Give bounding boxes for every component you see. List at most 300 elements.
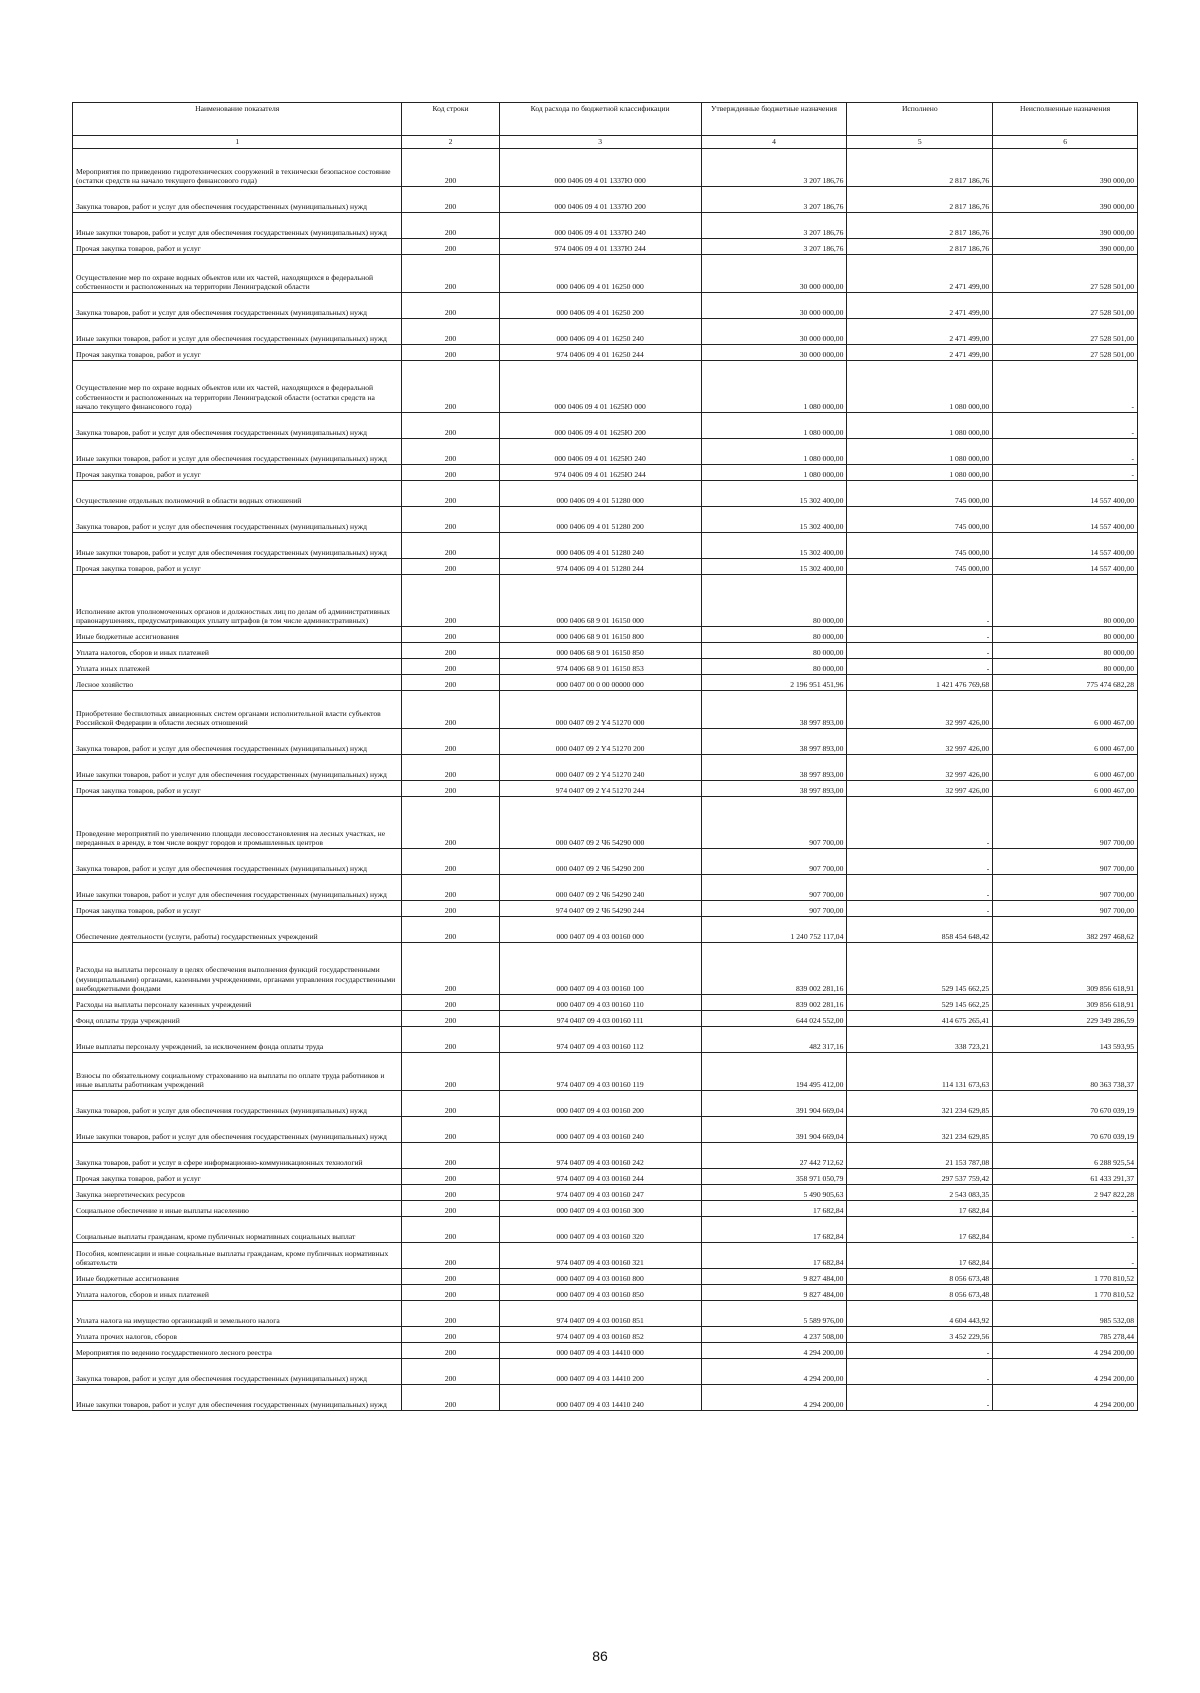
row-unexecuted: 907 700,00: [993, 875, 1138, 901]
row-approved: 15 302 400,00: [701, 507, 847, 533]
row-approved: 391 904 669,04: [701, 1091, 847, 1117]
row-unexecuted: 785 278,44: [993, 1327, 1138, 1343]
row-unexecuted: 309 856 618,91: [993, 943, 1138, 995]
row-line-code: 200: [402, 755, 499, 781]
row-approved: 1 080 000,00: [701, 413, 847, 439]
row-expense-code: 000 0407 09 4 03 00160 200: [499, 1091, 701, 1117]
table-row: [73, 1217, 1138, 1243]
row-unexecuted: 382 297 468,62: [993, 917, 1138, 943]
row-line-code: 200: [402, 149, 499, 187]
row-unexecuted: 80 000,00: [993, 659, 1138, 675]
row-executed: 2 817 186,76: [847, 239, 993, 255]
row-approved: 38 997 893,00: [701, 781, 847, 797]
row-unexecuted: 14 557 400,00: [993, 559, 1138, 575]
row-approved: 38 997 893,00: [701, 729, 847, 755]
row-expense-code: 000 0406 09 4 01 1625Ю 240: [499, 439, 701, 465]
table-row: [73, 729, 1138, 755]
row-unexecuted: 80 000,00: [993, 643, 1138, 659]
row-name: Закупка товаров, работ и услуг для обеспечения государственных (муниципальных) нужд: [73, 507, 402, 533]
table-row: [73, 1343, 1138, 1359]
row-unexecuted: 70 670 039,19: [993, 1091, 1138, 1117]
row-name: Иные закупки товаров, работ и услуг для обеспечения государственных (муниципальных) нужд: [73, 533, 402, 559]
row-approved: 1 080 000,00: [701, 439, 847, 465]
table-row: [73, 465, 1138, 481]
row-unexecuted: 27 528 501,00: [993, 319, 1138, 345]
row-expense-code: 000 0407 09 4 03 00160 100: [499, 943, 701, 995]
table-row: [73, 239, 1138, 255]
row-approved: 482 317,16: [701, 1027, 847, 1053]
row-unexecuted: 390 000,00: [993, 239, 1138, 255]
table-row: [73, 439, 1138, 465]
table-row: [73, 575, 1138, 627]
table-row: [73, 1169, 1138, 1185]
row-expense-code: 974 0407 09 4 03 00160 247: [499, 1185, 701, 1201]
row-executed: 2 471 499,00: [847, 255, 993, 293]
row-expense-code: 000 0406 09 4 01 51280 240: [499, 533, 701, 559]
row-executed: 2 817 186,76: [847, 213, 993, 239]
column-number: 2: [402, 136, 499, 149]
row-executed: 1 421 476 769,68: [847, 675, 993, 691]
row-name: Мероприятия по приведению гидротехнических сооружений в технически безопасное состояние (остатки средств на начало текущего финансового года): [73, 149, 402, 187]
row-approved: 1 080 000,00: [701, 465, 847, 481]
row-name: Прочая закупка товаров, работ и услуг: [73, 345, 402, 361]
table-row: [73, 797, 1138, 849]
row-approved: 644 024 552,00: [701, 1011, 847, 1027]
row-approved: 15 302 400,00: [701, 533, 847, 559]
row-line-code: 200: [402, 849, 499, 875]
row-unexecuted: 14 557 400,00: [993, 507, 1138, 533]
row-name: Закупка товаров, работ и услуг для обеспечения государственных (муниципальных) нужд: [73, 1091, 402, 1117]
row-approved: 3 207 186,76: [701, 149, 847, 187]
table-row: [73, 1385, 1138, 1411]
row-executed: 32 997 426,00: [847, 755, 993, 781]
table-row: [73, 1243, 1138, 1269]
row-line-code: 200: [402, 943, 499, 995]
row-approved: 3 207 186,76: [701, 187, 847, 213]
table-row: [73, 1327, 1138, 1343]
table-row: [73, 995, 1138, 1011]
row-line-code: 200: [402, 1359, 499, 1385]
row-unexecuted: 6 000 467,00: [993, 755, 1138, 781]
row-line-code: 200: [402, 187, 499, 213]
row-line-code: 200: [402, 575, 499, 627]
row-line-code: 200: [402, 1011, 499, 1027]
row-line-code: 200: [402, 1053, 499, 1091]
row-name: Прочая закупка товаров, работ и услуг: [73, 781, 402, 797]
row-line-code: 200: [402, 361, 499, 413]
row-executed: -: [847, 1343, 993, 1359]
row-approved: 9 827 484,00: [701, 1269, 847, 1285]
row-approved: 391 904 669,04: [701, 1117, 847, 1143]
row-executed: 858 454 648,42: [847, 917, 993, 943]
row-name: Прочая закупка товаров, работ и услуг: [73, 901, 402, 917]
row-unexecuted: 4 294 200,00: [993, 1343, 1138, 1359]
row-executed: 414 675 265,41: [847, 1011, 993, 1027]
row-name: Фонд оплаты труда учреждений: [73, 1011, 402, 1027]
row-name: Закупка товаров, работ и услуг для обеспечения государственных (муниципальных) нужд: [73, 729, 402, 755]
row-approved: 4 294 200,00: [701, 1343, 847, 1359]
row-line-code: 200: [402, 1091, 499, 1117]
table-row: [73, 319, 1138, 345]
row-line-code: 200: [402, 559, 499, 575]
header-unexecuted: Неисполненные назначения: [993, 103, 1138, 136]
row-approved: 5 589 976,00: [701, 1301, 847, 1327]
row-executed: 4 604 443,92: [847, 1301, 993, 1327]
row-line-code: 200: [402, 781, 499, 797]
row-name: Пособия, компенсации и иные социальные выплаты гражданам, кроме публичных нормативных обязательств: [73, 1243, 402, 1269]
row-name: Прочая закупка товаров, работ и услуг: [73, 239, 402, 255]
row-approved: 2 196 951 451,96: [701, 675, 847, 691]
row-executed: -: [847, 627, 993, 643]
row-expense-code: 974 0407 09 4 03 00160 112: [499, 1027, 701, 1053]
row-name: Мероприятия по ведению государственного лесного реестра: [73, 1343, 402, 1359]
row-executed: -: [847, 875, 993, 901]
row-unexecuted: 907 700,00: [993, 901, 1138, 917]
row-approved: 30 000 000,00: [701, 345, 847, 361]
table-row: [73, 659, 1138, 675]
row-executed: 1 080 000,00: [847, 439, 993, 465]
row-name: Расходы на выплаты персоналу казенных учреждений: [73, 995, 402, 1011]
column-number: 4: [701, 136, 847, 149]
row-line-code: 200: [402, 675, 499, 691]
row-executed: 17 682,84: [847, 1217, 993, 1243]
row-expense-code: 974 0407 09 4 03 00160 111: [499, 1011, 701, 1027]
row-expense-code: 000 0407 09 4 03 14410 240: [499, 1385, 701, 1411]
row-expense-code: 000 0406 09 4 01 16250 000: [499, 255, 701, 293]
row-executed: 745 000,00: [847, 559, 993, 575]
row-name: Проведение мероприятий по увеличению площади лесовосстановления на лесных участках, не переданных в аренду, в том числе вокруг городов и промышленных центров: [73, 797, 402, 849]
row-name: Уплата прочих налогов, сборов: [73, 1327, 402, 1343]
row-line-code: 200: [402, 729, 499, 755]
row-expense-code: 000 0407 09 4 03 00160 000: [499, 917, 701, 943]
row-name: Прочая закупка товаров, работ и услуг: [73, 465, 402, 481]
row-approved: 1 080 000,00: [701, 361, 847, 413]
table-row: [73, 943, 1138, 995]
column-number-row: [73, 136, 1138, 149]
row-line-code: 200: [402, 691, 499, 729]
budget-execution-table: [72, 102, 1138, 1411]
row-expense-code: 000 0406 68 9 01 16150 850: [499, 643, 701, 659]
row-approved: 4 294 200,00: [701, 1385, 847, 1411]
row-expense-code: 000 0406 09 4 01 16250 200: [499, 293, 701, 319]
table-row: [73, 149, 1138, 187]
row-name: Исполнение актов уполномоченных органов и должностных лиц по делам об административных правонарушениях, предусматривающих уплату штрафов (в том числе административных): [73, 575, 402, 627]
row-line-code: 200: [402, 319, 499, 345]
row-unexecuted: 390 000,00: [993, 187, 1138, 213]
table-row: [73, 1053, 1138, 1091]
row-expense-code: 000 0406 09 4 01 1625Ю 200: [499, 413, 701, 439]
row-line-code: 200: [402, 481, 499, 507]
row-executed: 2 817 186,76: [847, 149, 993, 187]
row-name: Закупка товаров, работ и услуг для обеспечения государственных (муниципальных) нужд: [73, 413, 402, 439]
table-row: [73, 1359, 1138, 1385]
row-line-code: 200: [402, 1327, 499, 1343]
row-expense-code: 974 0406 09 4 01 1625Ю 244: [499, 465, 701, 481]
table-row: [73, 255, 1138, 293]
row-name: Иные бюджетные ассигнования: [73, 627, 402, 643]
row-name: Уплата налогов, сборов и иных платежей: [73, 643, 402, 659]
row-approved: 194 495 412,00: [701, 1053, 847, 1091]
row-name: Иные закупки товаров, работ и услуг для обеспечения государственных (муниципальных) нужд: [73, 1117, 402, 1143]
row-name: Иные закупки товаров, работ и услуг для обеспечения государственных (муниципальных) нужд: [73, 439, 402, 465]
row-unexecuted: 309 856 618,91: [993, 995, 1138, 1011]
header-approved: Утвержденные бюджетные назначения: [701, 103, 847, 136]
row-unexecuted: -: [993, 361, 1138, 413]
row-line-code: 200: [402, 1243, 499, 1269]
row-expense-code: 000 0407 09 4 03 14410 200: [499, 1359, 701, 1385]
row-executed: 745 000,00: [847, 533, 993, 559]
row-line-code: 200: [402, 1343, 499, 1359]
row-expense-code: 000 0407 09 4 03 00160 240: [499, 1117, 701, 1143]
table-row: [73, 533, 1138, 559]
row-expense-code: 000 0406 09 4 01 1337Ю 200: [499, 187, 701, 213]
row-expense-code: 000 0407 09 2 Ч6 54290 000: [499, 797, 701, 849]
row-unexecuted: 143 593,95: [993, 1027, 1138, 1053]
column-number: 3: [499, 136, 701, 149]
row-approved: 5 490 905,63: [701, 1185, 847, 1201]
row-name: Расходы на выплаты персоналу в целях обеспечения выполнения функций государственными (муниципальными) органами, казенными учреждениями, органами управления государственными внебюджетными фондами: [73, 943, 402, 995]
column-number: 6: [993, 136, 1138, 149]
row-executed: 3 452 229,56: [847, 1327, 993, 1343]
row-line-code: 200: [402, 901, 499, 917]
header-expense-code: Код расхода по бюджетной классификации: [499, 103, 701, 136]
row-expense-code: 000 0406 09 4 01 1625Ю 000: [499, 361, 701, 413]
table-row: [73, 413, 1138, 439]
row-executed: 321 234 629,85: [847, 1091, 993, 1117]
row-unexecuted: 390 000,00: [993, 213, 1138, 239]
row-unexecuted: 985 532,08: [993, 1301, 1138, 1327]
row-unexecuted: 80 000,00: [993, 575, 1138, 627]
row-executed: 32 997 426,00: [847, 729, 993, 755]
row-line-code: 200: [402, 1185, 499, 1201]
row-approved: 30 000 000,00: [701, 293, 847, 319]
row-approved: 27 442 712,62: [701, 1143, 847, 1169]
row-unexecuted: 229 349 286,59: [993, 1011, 1138, 1027]
row-line-code: 200: [402, 643, 499, 659]
row-name: Осуществление мер по охране водных объектов или их частей, находящихся в федеральной собственности и расположенных на территории Ленинградской области (остатки средств на начало текущего финансового года): [73, 361, 402, 413]
header-line-code: Код строки: [402, 103, 499, 136]
table-header-row: [73, 103, 1138, 136]
table-row: [73, 1185, 1138, 1201]
row-unexecuted: 80 000,00: [993, 627, 1138, 643]
row-executed: 32 997 426,00: [847, 781, 993, 797]
row-name: Уплата иных платежей: [73, 659, 402, 675]
row-approved: 38 997 893,00: [701, 755, 847, 781]
row-line-code: 200: [402, 439, 499, 465]
row-expense-code: 000 0407 09 4 03 00160 300: [499, 1201, 701, 1217]
row-approved: 907 700,00: [701, 901, 847, 917]
row-name: Закупка товаров, работ и услуг в сфере информационно-коммуникационных технологий: [73, 1143, 402, 1169]
row-line-code: 200: [402, 239, 499, 255]
row-name: Прочая закупка товаров, работ и услуг: [73, 559, 402, 575]
row-unexecuted: -: [993, 413, 1138, 439]
row-approved: 4 237 508,00: [701, 1327, 847, 1343]
row-expense-code: 974 0406 09 4 01 1337Ю 244: [499, 239, 701, 255]
row-executed: 321 234 629,85: [847, 1117, 993, 1143]
row-unexecuted: -: [993, 465, 1138, 481]
row-executed: 32 997 426,00: [847, 691, 993, 729]
row-executed: 2 471 499,00: [847, 345, 993, 361]
row-approved: 4 294 200,00: [701, 1359, 847, 1385]
row-approved: 1 240 752 117,04: [701, 917, 847, 943]
row-name: Приобретение беспилотных авиационных систем органами исполнительной власти субъектов Российской Федерации в области лесных отношений: [73, 691, 402, 729]
row-executed: 1 080 000,00: [847, 465, 993, 481]
row-approved: 17 682,84: [701, 1243, 847, 1269]
row-executed: 529 145 662,25: [847, 995, 993, 1011]
row-executed: 1 080 000,00: [847, 361, 993, 413]
table-row: [73, 559, 1138, 575]
row-expense-code: 000 0407 09 4 03 00160 800: [499, 1269, 701, 1285]
row-name: Закупка товаров, работ и услуг для обеспечения государственных (муниципальных) нужд: [73, 293, 402, 319]
row-expense-code: 000 0407 09 2 Y4 51270 200: [499, 729, 701, 755]
row-unexecuted: 390 000,00: [993, 149, 1138, 187]
row-executed: -: [847, 849, 993, 875]
row-expense-code: 000 0406 09 4 01 16250 240: [499, 319, 701, 345]
budget-sheet: [72, 102, 1138, 1411]
row-expense-code: 000 0406 09 4 01 1337Ю 000: [499, 149, 701, 187]
row-approved: 15 302 400,00: [701, 481, 847, 507]
row-line-code: 200: [402, 1301, 499, 1327]
row-name: Осуществление мер по охране водных объектов или их частей, находящихся в федеральной собственности и расположенных на территории Ленинградской области: [73, 255, 402, 293]
table-row: [73, 1091, 1138, 1117]
row-name: Иные бюджетные ассигнования: [73, 1269, 402, 1285]
row-expense-code: 000 0406 09 4 01 51280 000: [499, 481, 701, 507]
row-expense-code: 000 0407 09 4 03 14410 000: [499, 1343, 701, 1359]
table-row: [73, 213, 1138, 239]
row-unexecuted: 27 528 501,00: [993, 255, 1138, 293]
row-name: Иные закупки товаров, работ и услуг для обеспечения государственных (муниципальных) нужд: [73, 213, 402, 239]
row-expense-code: 000 0406 68 9 01 16150 800: [499, 627, 701, 643]
row-approved: 17 682,84: [701, 1217, 847, 1243]
table-row: [73, 187, 1138, 213]
table-row: [73, 1269, 1138, 1285]
row-expense-code: 000 0407 09 2 Y4 51270 000: [499, 691, 701, 729]
row-line-code: 200: [402, 1269, 499, 1285]
row-executed: -: [847, 575, 993, 627]
row-unexecuted: -: [993, 1201, 1138, 1217]
row-line-code: 200: [402, 255, 499, 293]
row-executed: 529 145 662,25: [847, 943, 993, 995]
row-line-code: 200: [402, 1385, 499, 1411]
row-executed: 17 682,84: [847, 1243, 993, 1269]
row-executed: 745 000,00: [847, 481, 993, 507]
row-unexecuted: 61 433 291,37: [993, 1169, 1138, 1185]
row-executed: 21 153 787,08: [847, 1143, 993, 1169]
row-unexecuted: -: [993, 439, 1138, 465]
row-name: Уплата налога на имущество организаций и земельного налога: [73, 1301, 402, 1327]
page-number: 86: [592, 1648, 608, 1664]
row-approved: 80 000,00: [701, 627, 847, 643]
row-unexecuted: 6 288 925,54: [993, 1143, 1138, 1169]
table-row: [73, 361, 1138, 413]
table-row: [73, 1285, 1138, 1301]
row-executed: -: [847, 643, 993, 659]
row-line-code: 200: [402, 507, 499, 533]
row-executed: -: [847, 901, 993, 917]
row-line-code: 200: [402, 1143, 499, 1169]
row-approved: 907 700,00: [701, 797, 847, 849]
row-approved: 17 682,84: [701, 1201, 847, 1217]
row-line-code: 200: [402, 875, 499, 901]
row-executed: 297 537 759,42: [847, 1169, 993, 1185]
table-row: [73, 781, 1138, 797]
row-unexecuted: 27 528 501,00: [993, 345, 1138, 361]
column-number: 5: [847, 136, 993, 149]
row-expense-code: 974 0406 68 9 01 16150 853: [499, 659, 701, 675]
row-name: Иные закупки товаров, работ и услуг для обеспечения государственных (муниципальных) нужд: [73, 755, 402, 781]
row-unexecuted: 6 000 467,00: [993, 691, 1138, 729]
row-name: Осуществление отдельных полномочий в области водных отношений: [73, 481, 402, 507]
row-line-code: 200: [402, 627, 499, 643]
row-expense-code: 974 0407 09 2 Ч6 54290 244: [499, 901, 701, 917]
row-line-code: 200: [402, 1169, 499, 1185]
row-approved: 839 002 281,16: [701, 943, 847, 995]
row-name: Иные закупки товаров, работ и услуг для обеспечения государственных (муниципальных) нужд: [73, 875, 402, 901]
row-expense-code: 974 0407 09 4 03 00160 851: [499, 1301, 701, 1327]
table-row: [73, 691, 1138, 729]
row-line-code: 200: [402, 293, 499, 319]
table-row: [73, 755, 1138, 781]
row-name: Закупка энергетических ресурсов: [73, 1185, 402, 1201]
row-line-code: 200: [402, 1027, 499, 1053]
row-executed: 1 080 000,00: [847, 413, 993, 439]
table-row: [73, 1201, 1138, 1217]
row-unexecuted: -: [993, 1243, 1138, 1269]
row-executed: -: [847, 659, 993, 675]
row-approved: 30 000 000,00: [701, 319, 847, 345]
row-approved: 358 971 050,79: [701, 1169, 847, 1185]
row-approved: 907 700,00: [701, 849, 847, 875]
row-approved: 9 827 484,00: [701, 1285, 847, 1301]
row-executed: 8 056 673,48: [847, 1269, 993, 1285]
table-row: [73, 507, 1138, 533]
row-line-code: 200: [402, 1117, 499, 1143]
row-unexecuted: 14 557 400,00: [993, 533, 1138, 559]
table-row: [73, 675, 1138, 691]
row-unexecuted: 775 474 682,28: [993, 675, 1138, 691]
row-name: Прочая закупка товаров, работ и услуг: [73, 1169, 402, 1185]
row-executed: 8 056 673,48: [847, 1285, 993, 1301]
row-expense-code: 000 0407 09 2 Y4 51270 240: [499, 755, 701, 781]
row-unexecuted: -: [993, 1217, 1138, 1243]
row-line-code: 200: [402, 345, 499, 361]
row-unexecuted: 1 770 810,52: [993, 1285, 1138, 1301]
row-name: Уплата налогов, сборов и иных платежей: [73, 1285, 402, 1301]
header-executed: Исполнено: [847, 103, 993, 136]
table-row: [73, 627, 1138, 643]
row-executed: 17 682,84: [847, 1201, 993, 1217]
row-expense-code: 974 0406 09 4 01 51280 244: [499, 559, 701, 575]
header-name: Наименование показателя: [73, 103, 402, 136]
row-unexecuted: 1 770 810,52: [993, 1269, 1138, 1285]
table-row: [73, 1117, 1138, 1143]
row-line-code: 200: [402, 413, 499, 439]
row-approved: 907 700,00: [701, 875, 847, 901]
row-line-code: 200: [402, 213, 499, 239]
row-unexecuted: 14 557 400,00: [993, 481, 1138, 507]
table-row: [73, 849, 1138, 875]
row-expense-code: 974 0407 09 2 Y4 51270 244: [499, 781, 701, 797]
row-expense-code: 974 0407 09 4 03 00160 852: [499, 1327, 701, 1343]
row-executed: 114 131 673,63: [847, 1053, 993, 1091]
row-line-code: 200: [402, 659, 499, 675]
row-unexecuted: 907 700,00: [993, 849, 1138, 875]
row-line-code: 200: [402, 797, 499, 849]
row-approved: 80 000,00: [701, 575, 847, 627]
row-unexecuted: 4 294 200,00: [993, 1385, 1138, 1411]
row-unexecuted: 2 947 822,28: [993, 1185, 1138, 1201]
table-row: [73, 643, 1138, 659]
